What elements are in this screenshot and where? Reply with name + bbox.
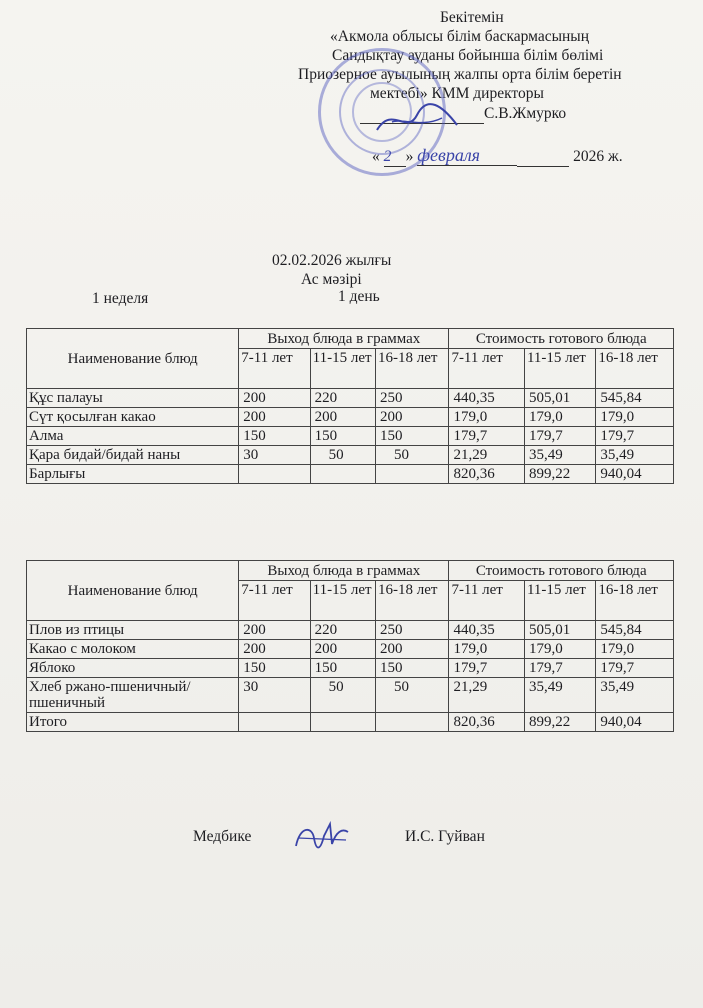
- grams-16-18: 200: [375, 408, 448, 427]
- day-label: 1 день: [338, 288, 380, 305]
- cost-7-11: 440,35: [449, 389, 525, 408]
- grams-11-15: 150: [310, 427, 375, 446]
- table-row: [27, 408, 674, 427]
- total-label: Барлығы: [27, 465, 239, 484]
- header-age-7-11: 7-11 лет: [239, 349, 310, 389]
- dish-name: Плов из птицы: [27, 621, 239, 640]
- cost-11-15: 179,7: [524, 427, 595, 446]
- grams-7-11: 150: [239, 659, 310, 678]
- table-row: [27, 659, 674, 678]
- cost-7-11: 21,29: [449, 678, 525, 713]
- total-row: [27, 713, 674, 732]
- header-cost-age-7-11: 7-11 лет: [449, 581, 525, 621]
- table-row: [27, 427, 674, 446]
- cost-16-18: 179,0: [596, 640, 674, 659]
- nurse-name: И.С. Гуйван: [405, 828, 485, 845]
- total-cost-7-11: 820,36: [449, 465, 525, 484]
- grams-7-11: 200: [239, 389, 310, 408]
- table-row: [27, 621, 674, 640]
- table-row: [27, 446, 674, 465]
- approval-org-line2: Сандықтау ауданы бойынша білім бөлімі: [332, 47, 604, 64]
- cost-11-15: 35,49: [524, 678, 595, 713]
- cost-16-18: 179,0: [596, 408, 674, 427]
- date-year: 2026 ж.: [573, 148, 623, 165]
- cost-7-11: 440,35: [449, 621, 525, 640]
- grams-16-18: 150: [375, 659, 448, 678]
- total-cost-7-11: 820,36: [449, 713, 525, 732]
- cost-7-11: 179,0: [449, 640, 525, 659]
- grams-11-15: 50: [310, 446, 375, 465]
- date-month: февраля: [417, 146, 517, 166]
- date-quote: «: [372, 148, 380, 165]
- dish-name: Қара бидай/бидай наны: [27, 446, 239, 465]
- grams-16-18: 50: [375, 446, 448, 465]
- menu-date: 02.02.2026 жылғы: [272, 252, 392, 269]
- total-label: Итого: [27, 713, 239, 732]
- grams-7-11: 200: [239, 621, 310, 640]
- grams-7-11: 200: [239, 408, 310, 427]
- table-row: [27, 678, 674, 713]
- total-cost-16-18: 940,04: [596, 713, 674, 732]
- dish-name: Құс палауы: [27, 389, 239, 408]
- cost-7-11: 179,0: [449, 408, 525, 427]
- grams-7-11: 30: [239, 678, 310, 713]
- header-dish: Наименование блюд: [27, 561, 239, 621]
- cost-16-18: 179,7: [596, 659, 674, 678]
- cost-11-15: 179,0: [524, 408, 595, 427]
- header-cost-age-11-15: 11-15 лет: [524, 349, 595, 389]
- grams-7-11: 200: [239, 640, 310, 659]
- dish-name: Сүт қосылған какао: [27, 408, 239, 427]
- header-cost: Стоимость готового блюда: [449, 561, 674, 581]
- approval-position: мектебі» КММ директоры: [370, 85, 544, 102]
- header-cost-age-16-18: 16-18 лет: [596, 581, 674, 621]
- cost-7-11: 179,7: [449, 427, 525, 446]
- menu-table-kz: [26, 328, 674, 484]
- cost-11-15: 505,01: [524, 621, 595, 640]
- header-cost-age-16-18: 16-18 лет: [596, 349, 674, 389]
- total-cost-16-18: 940,04: [596, 465, 674, 484]
- grams-11-15: 200: [310, 408, 375, 427]
- header-age-7-11: 7-11 лет: [239, 581, 310, 621]
- nurse-signature-icon: [290, 818, 354, 858]
- grams-11-15: 220: [310, 621, 375, 640]
- menu-table-ru: [26, 560, 674, 732]
- approval-org-line3: Приозерное ауылының жалпы орта білім беретін: [298, 66, 622, 83]
- cost-7-11: 179,7: [449, 659, 525, 678]
- grams-7-11: 30: [239, 446, 310, 465]
- header-output: Выход блюда в граммах: [239, 561, 449, 581]
- grams-16-18: 200: [375, 640, 448, 659]
- date-day: 2: [384, 147, 406, 167]
- approval-org-line1: «Акмола облысы білім баскармасының: [330, 28, 590, 45]
- grams-11-15: 50: [310, 678, 375, 713]
- total-row: [27, 465, 674, 484]
- grams-7-11: 150: [239, 427, 310, 446]
- cost-11-15: 179,0: [524, 640, 595, 659]
- header-cost: Стоимость готового блюда: [449, 329, 674, 349]
- cost-16-18: 179,7: [596, 427, 674, 446]
- nurse-role: Медбике: [193, 828, 252, 845]
- approval-date: « 2 » февраля 2026 ж.: [372, 145, 623, 165]
- header-cost-age-11-15: 11-15 лет: [524, 581, 595, 621]
- grams-16-18: 250: [375, 621, 448, 640]
- table-row: [27, 389, 674, 408]
- dish-name: Какао с молоком: [27, 640, 239, 659]
- header-age-11-15: 11-15 лет: [310, 349, 375, 389]
- week-label: 1 неделя: [92, 290, 149, 307]
- director-signature-icon: [372, 100, 462, 140]
- dish-name: Алма: [27, 427, 239, 446]
- header-age-16-18: 16-18 лет: [375, 581, 448, 621]
- grams-16-18: 150: [375, 427, 448, 446]
- header-output: Выход блюда в граммах: [239, 329, 449, 349]
- cost-16-18: 35,49: [596, 678, 674, 713]
- header-dish: Наименование блюд: [27, 329, 239, 389]
- cost-11-15: 505,01: [524, 389, 595, 408]
- dish-name: Яблоко: [27, 659, 239, 678]
- approval-title: Бекітемін: [440, 9, 504, 26]
- total-cost-11-15: 899,22: [524, 713, 595, 732]
- header-age-11-15: 11-15 лет: [310, 581, 375, 621]
- grams-16-18: 50: [375, 678, 448, 713]
- dish-name: Хлеб ржано-пшеничный/пшеничный: [27, 678, 239, 713]
- cost-16-18: 545,84: [596, 621, 674, 640]
- table-row: [27, 640, 674, 659]
- grams-16-18: 250: [375, 389, 448, 408]
- grams-11-15: 220: [310, 389, 375, 408]
- cost-7-11: 21,29: [449, 446, 525, 465]
- total-cost-11-15: 899,22: [524, 465, 595, 484]
- cost-11-15: 179,7: [524, 659, 595, 678]
- header-cost-age-7-11: 7-11 лет: [449, 349, 525, 389]
- cost-11-15: 35,49: [524, 446, 595, 465]
- director-name: С.В.Жмурко: [484, 105, 567, 122]
- grams-11-15: 200: [310, 640, 375, 659]
- header-age-16-18: 16-18 лет: [375, 349, 448, 389]
- grams-11-15: 150: [310, 659, 375, 678]
- cost-16-18: 35,49: [596, 446, 674, 465]
- cost-16-18: 545,84: [596, 389, 674, 408]
- menu-title: Ас мәзірі: [301, 271, 362, 288]
